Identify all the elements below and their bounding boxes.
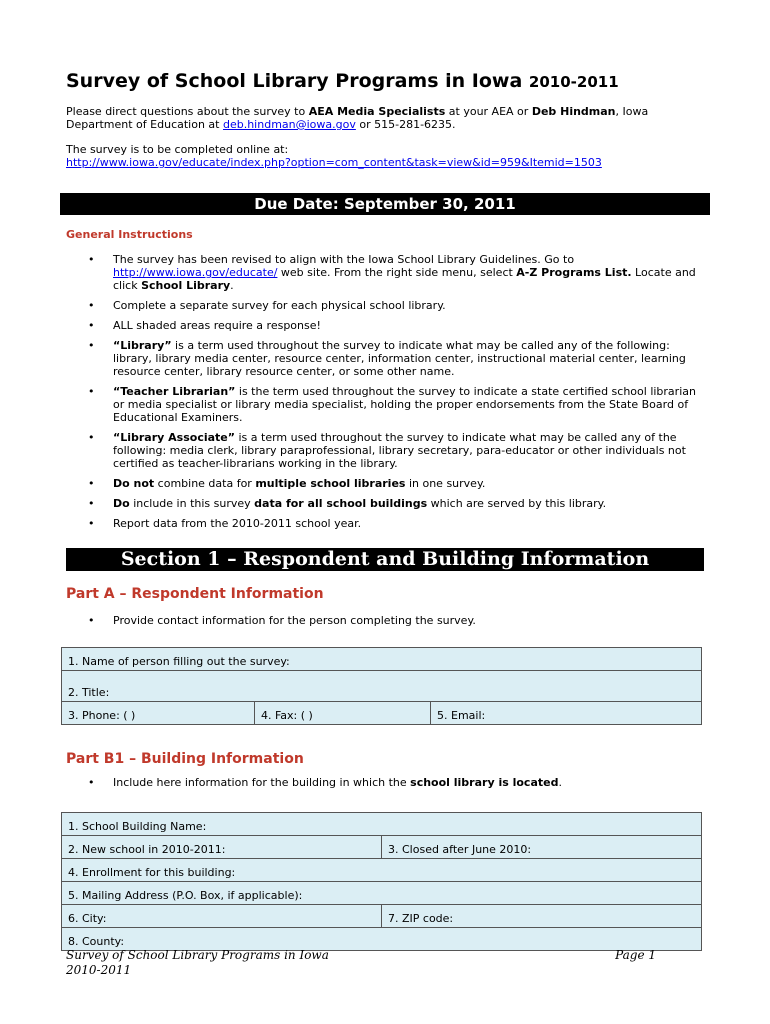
- intro-contact-name: Deb Hindman: [531, 105, 616, 118]
- educate-link[interactable]: http://www.iowa.gov/educate/: [113, 266, 278, 279]
- text: in one survey.: [405, 477, 486, 490]
- text: “Library”: [113, 339, 172, 352]
- text: school library is located: [410, 776, 559, 789]
- text: Report data from the 2010-2011 school year.: [113, 517, 362, 530]
- intro-text: Please direct questions about the survey to: [66, 105, 309, 118]
- list-item: [88, 431, 700, 470]
- list-item: [88, 339, 700, 378]
- part-a-bullets: [88, 614, 700, 627]
- text: is the term used throughout the survey to indicate a state certified school librarian or media specialist or library media specialist, holding the proper endorsements from the State Board of Educational Examiners.: [113, 385, 696, 424]
- text: Include here information for the building in which the: [113, 776, 411, 789]
- text: multiple school libraries: [255, 477, 406, 490]
- text: web site. From the right side menu, select: [277, 266, 517, 279]
- text: Provide contact information for the person completing the survey.: [113, 614, 476, 627]
- list-item: [88, 614, 700, 627]
- title-field[interactable]: 2. Title:: [62, 671, 702, 702]
- zip-field[interactable]: 7. ZIP code:: [382, 905, 702, 928]
- text: Locate and click: [113, 266, 696, 292]
- list-item: [88, 385, 700, 424]
- general-instructions-heading: General Instructions: [66, 228, 193, 241]
- text: is a term used throughout the survey to indicate what may be called any of the following: library, library media center, resource center, information center, instructional material center, learning resource center, library resource center, or some other name.: [113, 339, 686, 378]
- title-year: 2010-2011: [528, 73, 619, 91]
- name-field[interactable]: 1. Name of person filling out the survey:: [62, 648, 702, 671]
- title-main: Survey of School Library Programs in Iowa: [66, 70, 523, 92]
- list-item: [88, 477, 700, 490]
- text: “Library Associate”: [113, 431, 235, 444]
- intro-paragraph: [66, 105, 706, 131]
- text: data for all school buildings: [254, 497, 428, 510]
- phone-field[interactable]: 3. Phone: ( ): [62, 702, 255, 725]
- new-school-field[interactable]: 2. New school in 2010-2011:: [62, 836, 382, 859]
- closed-field[interactable]: 3. Closed after June 2010:: [382, 836, 702, 859]
- footer-title: Survey of School Library Programs in Iowa: [66, 948, 329, 962]
- building-info-table: [61, 812, 702, 951]
- intro-aea: AEA Media Specialists: [308, 105, 446, 118]
- intro-text: at your AEA or: [445, 105, 532, 118]
- county-field[interactable]: 8. County:: [62, 928, 702, 951]
- respondent-info-table: [61, 647, 702, 725]
- part-b1-heading: Part B1 – Building Information: [66, 751, 304, 767]
- survey-url-link[interactable]: http://www.iowa.gov/educate/index.php?option=com_content&task=view&id=959&Itemid=1503: [66, 156, 602, 169]
- email-link[interactable]: deb.hindman@iowa.gov: [222, 118, 356, 131]
- text: which are served by this library.: [427, 497, 607, 510]
- list-item: [88, 253, 700, 292]
- part-a-heading: Part A – Respondent Information: [66, 586, 324, 602]
- text: include in this survey: [129, 497, 255, 510]
- instructions-list: [88, 253, 700, 537]
- intro-text: , Iowa Department of Education at: [66, 105, 649, 131]
- text: Do not: [113, 477, 155, 490]
- page-number: Page 1: [615, 948, 656, 962]
- text: The survey has been revised to align with the Iowa School Library Guidelines. Go to: [113, 253, 575, 266]
- text: ALL shaded areas require a response!: [113, 319, 321, 332]
- list-item: [88, 776, 700, 789]
- intro-text: or 515-281-6235.: [355, 118, 456, 131]
- part-b1-bullets: [88, 776, 700, 789]
- list-item: [88, 319, 700, 332]
- section-1-banner: Section 1 – Respondent and Building Information: [66, 548, 704, 571]
- email-field[interactable]: 5. Email:: [431, 702, 702, 725]
- online-text: The survey is to be completed online at:: [66, 143, 289, 156]
- list-item: [88, 517, 700, 530]
- building-name-field[interactable]: 1. School Building Name:: [62, 813, 702, 836]
- footer-year: 2010-2011: [66, 963, 132, 977]
- text: .: [558, 776, 562, 789]
- text: “Teacher Librarian”: [113, 385, 236, 398]
- text: Complete a separate survey for each physical school library.: [113, 299, 446, 312]
- list-item: [88, 299, 700, 312]
- city-field[interactable]: 6. City:: [62, 905, 382, 928]
- mailing-address-field[interactable]: 5. Mailing Address (P.O. Box, if applicable):: [62, 882, 702, 905]
- document-title: [66, 70, 619, 92]
- due-date-banner: Due Date: September 30, 2011: [60, 193, 710, 215]
- page-footer: [66, 948, 656, 978]
- text: Do: [113, 497, 130, 510]
- online-paragraph: [66, 143, 706, 169]
- text: School Library: [141, 279, 231, 292]
- text: is a term used throughout the survey to indicate what may be called any of the following: media clerk, library paraprofessional, library secretary, para-educator or other individuals not certified as teacher-librarians working in the library.: [113, 431, 686, 470]
- list-item: [88, 497, 700, 510]
- fax-field[interactable]: 4. Fax: ( ): [255, 702, 431, 725]
- text: .: [230, 279, 234, 292]
- text: A-Z Programs List.: [516, 266, 632, 279]
- enrollment-field[interactable]: 4. Enrollment for this building:: [62, 859, 702, 882]
- text: combine data for: [154, 477, 256, 490]
